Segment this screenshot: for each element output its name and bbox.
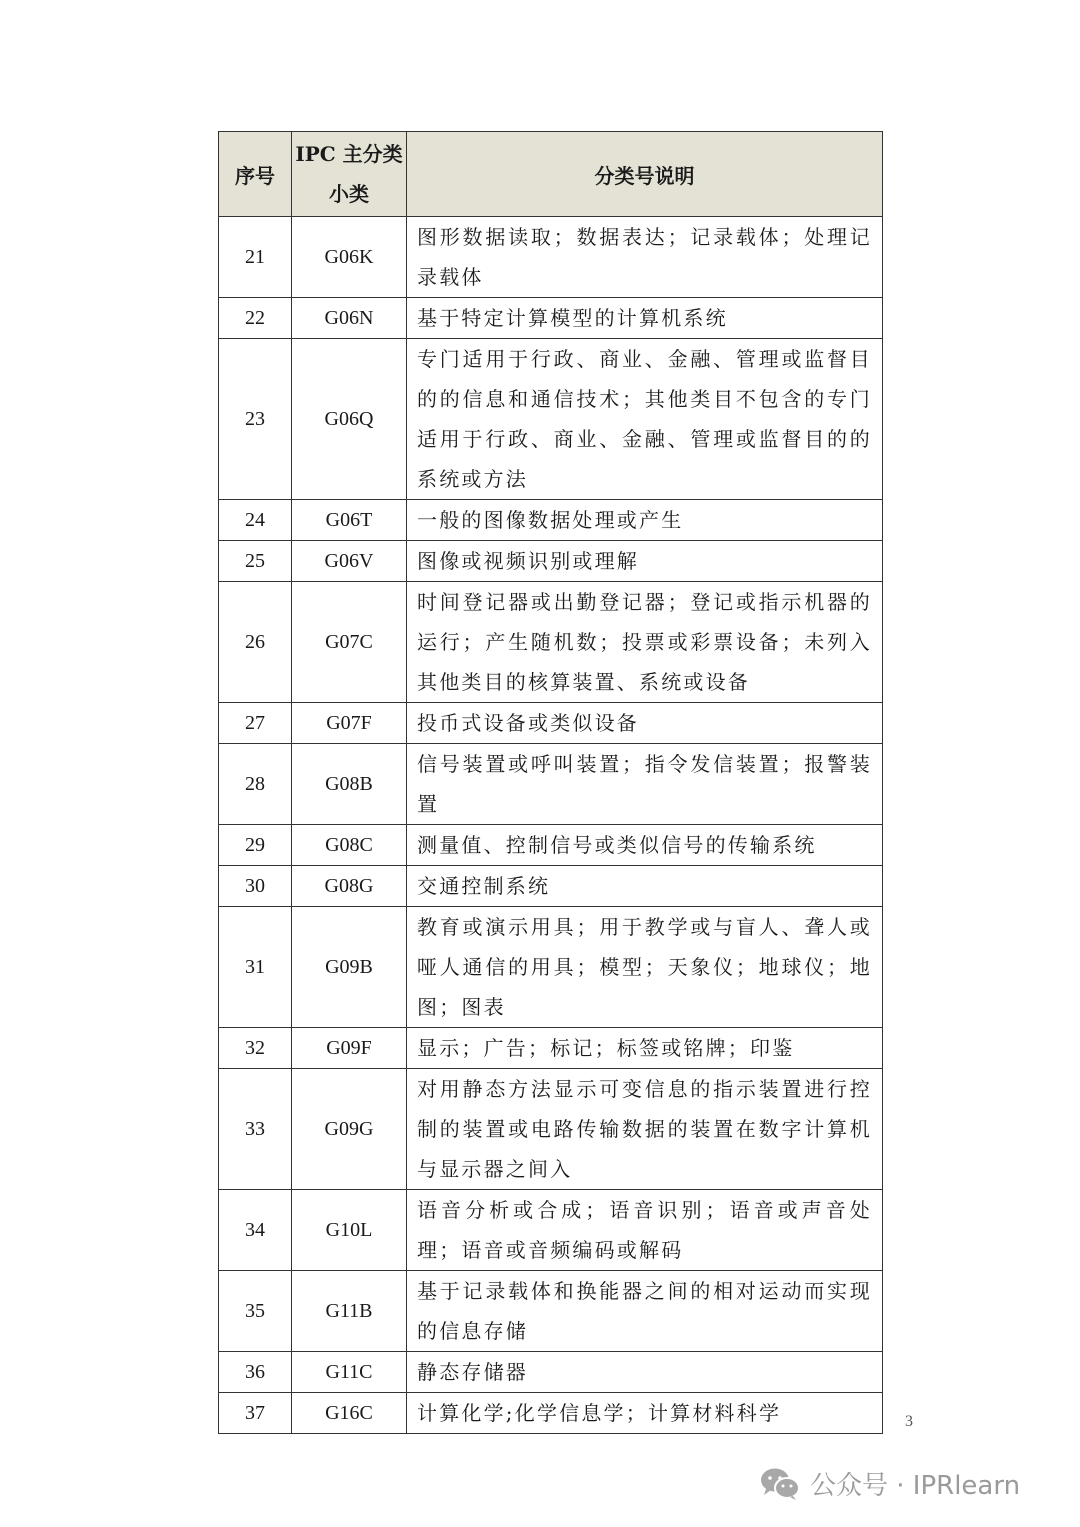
- cell-ipc-code: G08B: [292, 744, 407, 825]
- table-row: [219, 907, 883, 1028]
- cell-description: 时间登记器或出勤登记器；登记或指示机器的运行；产生随机数；投票或彩票设备；未列入其他类目的核算装置、系统或设备: [407, 582, 883, 703]
- cell-description: 基于特定计算模型的计算机系统: [407, 298, 883, 339]
- cell-description: 计算化学;化学信息学；计算材料科学: [407, 1393, 883, 1434]
- cell-seq: 25: [219, 541, 292, 582]
- table-row: [219, 703, 883, 744]
- cell-ipc-code: G11B: [292, 1271, 407, 1352]
- header-seq: 序号: [219, 132, 292, 217]
- cell-ipc-code: G06V: [292, 541, 407, 582]
- cell-ipc-code: G07F: [292, 703, 407, 744]
- header-ipc: [292, 132, 407, 217]
- cell-ipc-code: G11C: [292, 1352, 407, 1393]
- cell-ipc-code: G09B: [292, 907, 407, 1028]
- cell-ipc-code: G07C: [292, 582, 407, 703]
- cell-description: 一般的图像数据处理或产生: [407, 500, 883, 541]
- cell-ipc-code: G08C: [292, 825, 407, 866]
- cell-seq: 26: [219, 582, 292, 703]
- table-row: [219, 217, 883, 298]
- cell-description: 显示；广告；标记；标签或铭牌；印鉴: [407, 1028, 883, 1069]
- cell-description: 交通控制系统: [407, 866, 883, 907]
- watermark: [760, 1465, 1020, 1502]
- cell-seq: 24: [219, 500, 292, 541]
- cell-seq: 31: [219, 907, 292, 1028]
- table-body: [219, 217, 883, 1434]
- cell-seq: 37: [219, 1393, 292, 1434]
- cell-description: 对用静态方法显示可变信息的指示装置进行控制的装置或电路传输数据的装置在数字计算机与显示器之间入: [407, 1069, 883, 1190]
- cell-description: 静态存储器: [407, 1352, 883, 1393]
- table-row: [219, 500, 883, 541]
- cell-description: 教育或演示用具；用于教学或与盲人、聋人或哑人通信的用具；模型；天象仪；地球仪；地图；图表: [407, 907, 883, 1028]
- cell-ipc-code: G06Q: [292, 339, 407, 500]
- page-number: 3: [905, 1413, 913, 1430]
- cell-seq: 34: [219, 1190, 292, 1271]
- cell-ipc-code: G09G: [292, 1069, 407, 1190]
- cell-description: 基于记录载体和换能器之间的相对运动而实现的信息存储: [407, 1271, 883, 1352]
- ipc-classification-table: [218, 131, 883, 1434]
- cell-ipc-code: G06T: [292, 500, 407, 541]
- cell-ipc-code: G09F: [292, 1028, 407, 1069]
- header-description: 分类号说明: [407, 132, 883, 217]
- cell-seq: 27: [219, 703, 292, 744]
- cell-description: 测量值、控制信号或类似信号的传输系统: [407, 825, 883, 866]
- cell-ipc-code: G10L: [292, 1190, 407, 1271]
- table-row: [219, 298, 883, 339]
- cell-ipc-code: G06N: [292, 298, 407, 339]
- header-ipc-label: IPC 主分类小类: [295, 142, 403, 206]
- cell-seq: 22: [219, 298, 292, 339]
- cell-description: 图形数据读取；数据表达；记录载体；处理记录载体: [407, 217, 883, 298]
- cell-seq: 21: [219, 217, 292, 298]
- cell-seq: 32: [219, 1028, 292, 1069]
- cell-description: 专门适用于行政、商业、金融、管理或监督目的的信息和通信技术；其他类目不包含的专门适用于行政、商业、金融、管理或监督目的的系统或方法: [407, 339, 883, 500]
- table-header-row: [219, 132, 883, 217]
- wechat-icon: [760, 1467, 800, 1501]
- table-row: [219, 1271, 883, 1352]
- cell-seq: 36: [219, 1352, 292, 1393]
- cell-ipc-code: G06K: [292, 217, 407, 298]
- table-row: [219, 1393, 883, 1434]
- table-row: [219, 1028, 883, 1069]
- table-row: [219, 866, 883, 907]
- table-row: [219, 1352, 883, 1393]
- table-row: [219, 582, 883, 703]
- watermark-text: 公众号 · IPRlearn: [810, 1471, 1021, 1501]
- table-row: [219, 1190, 883, 1271]
- cell-seq: 33: [219, 1069, 292, 1190]
- table-row: [219, 339, 883, 500]
- cell-description: 信号装置或呼叫装置；指令发信装置；报警装置: [407, 744, 883, 825]
- table-row: [219, 744, 883, 825]
- cell-seq: 23: [219, 339, 292, 500]
- cell-description: 图像或视频识别或理解: [407, 541, 883, 582]
- table-row: [219, 541, 883, 582]
- cell-seq: 30: [219, 866, 292, 907]
- cell-description: 语音分析或合成；语音识别；语音或声音处理；语音或音频编码或解码: [407, 1190, 883, 1271]
- cell-seq: 35: [219, 1271, 292, 1352]
- cell-ipc-code: G16C: [292, 1393, 407, 1434]
- table-row: [219, 825, 883, 866]
- cell-description: 投币式设备或类似设备: [407, 703, 883, 744]
- table-row: [219, 1069, 883, 1190]
- cell-seq: 29: [219, 825, 292, 866]
- cell-seq: 28: [219, 744, 292, 825]
- cell-ipc-code: G08G: [292, 866, 407, 907]
